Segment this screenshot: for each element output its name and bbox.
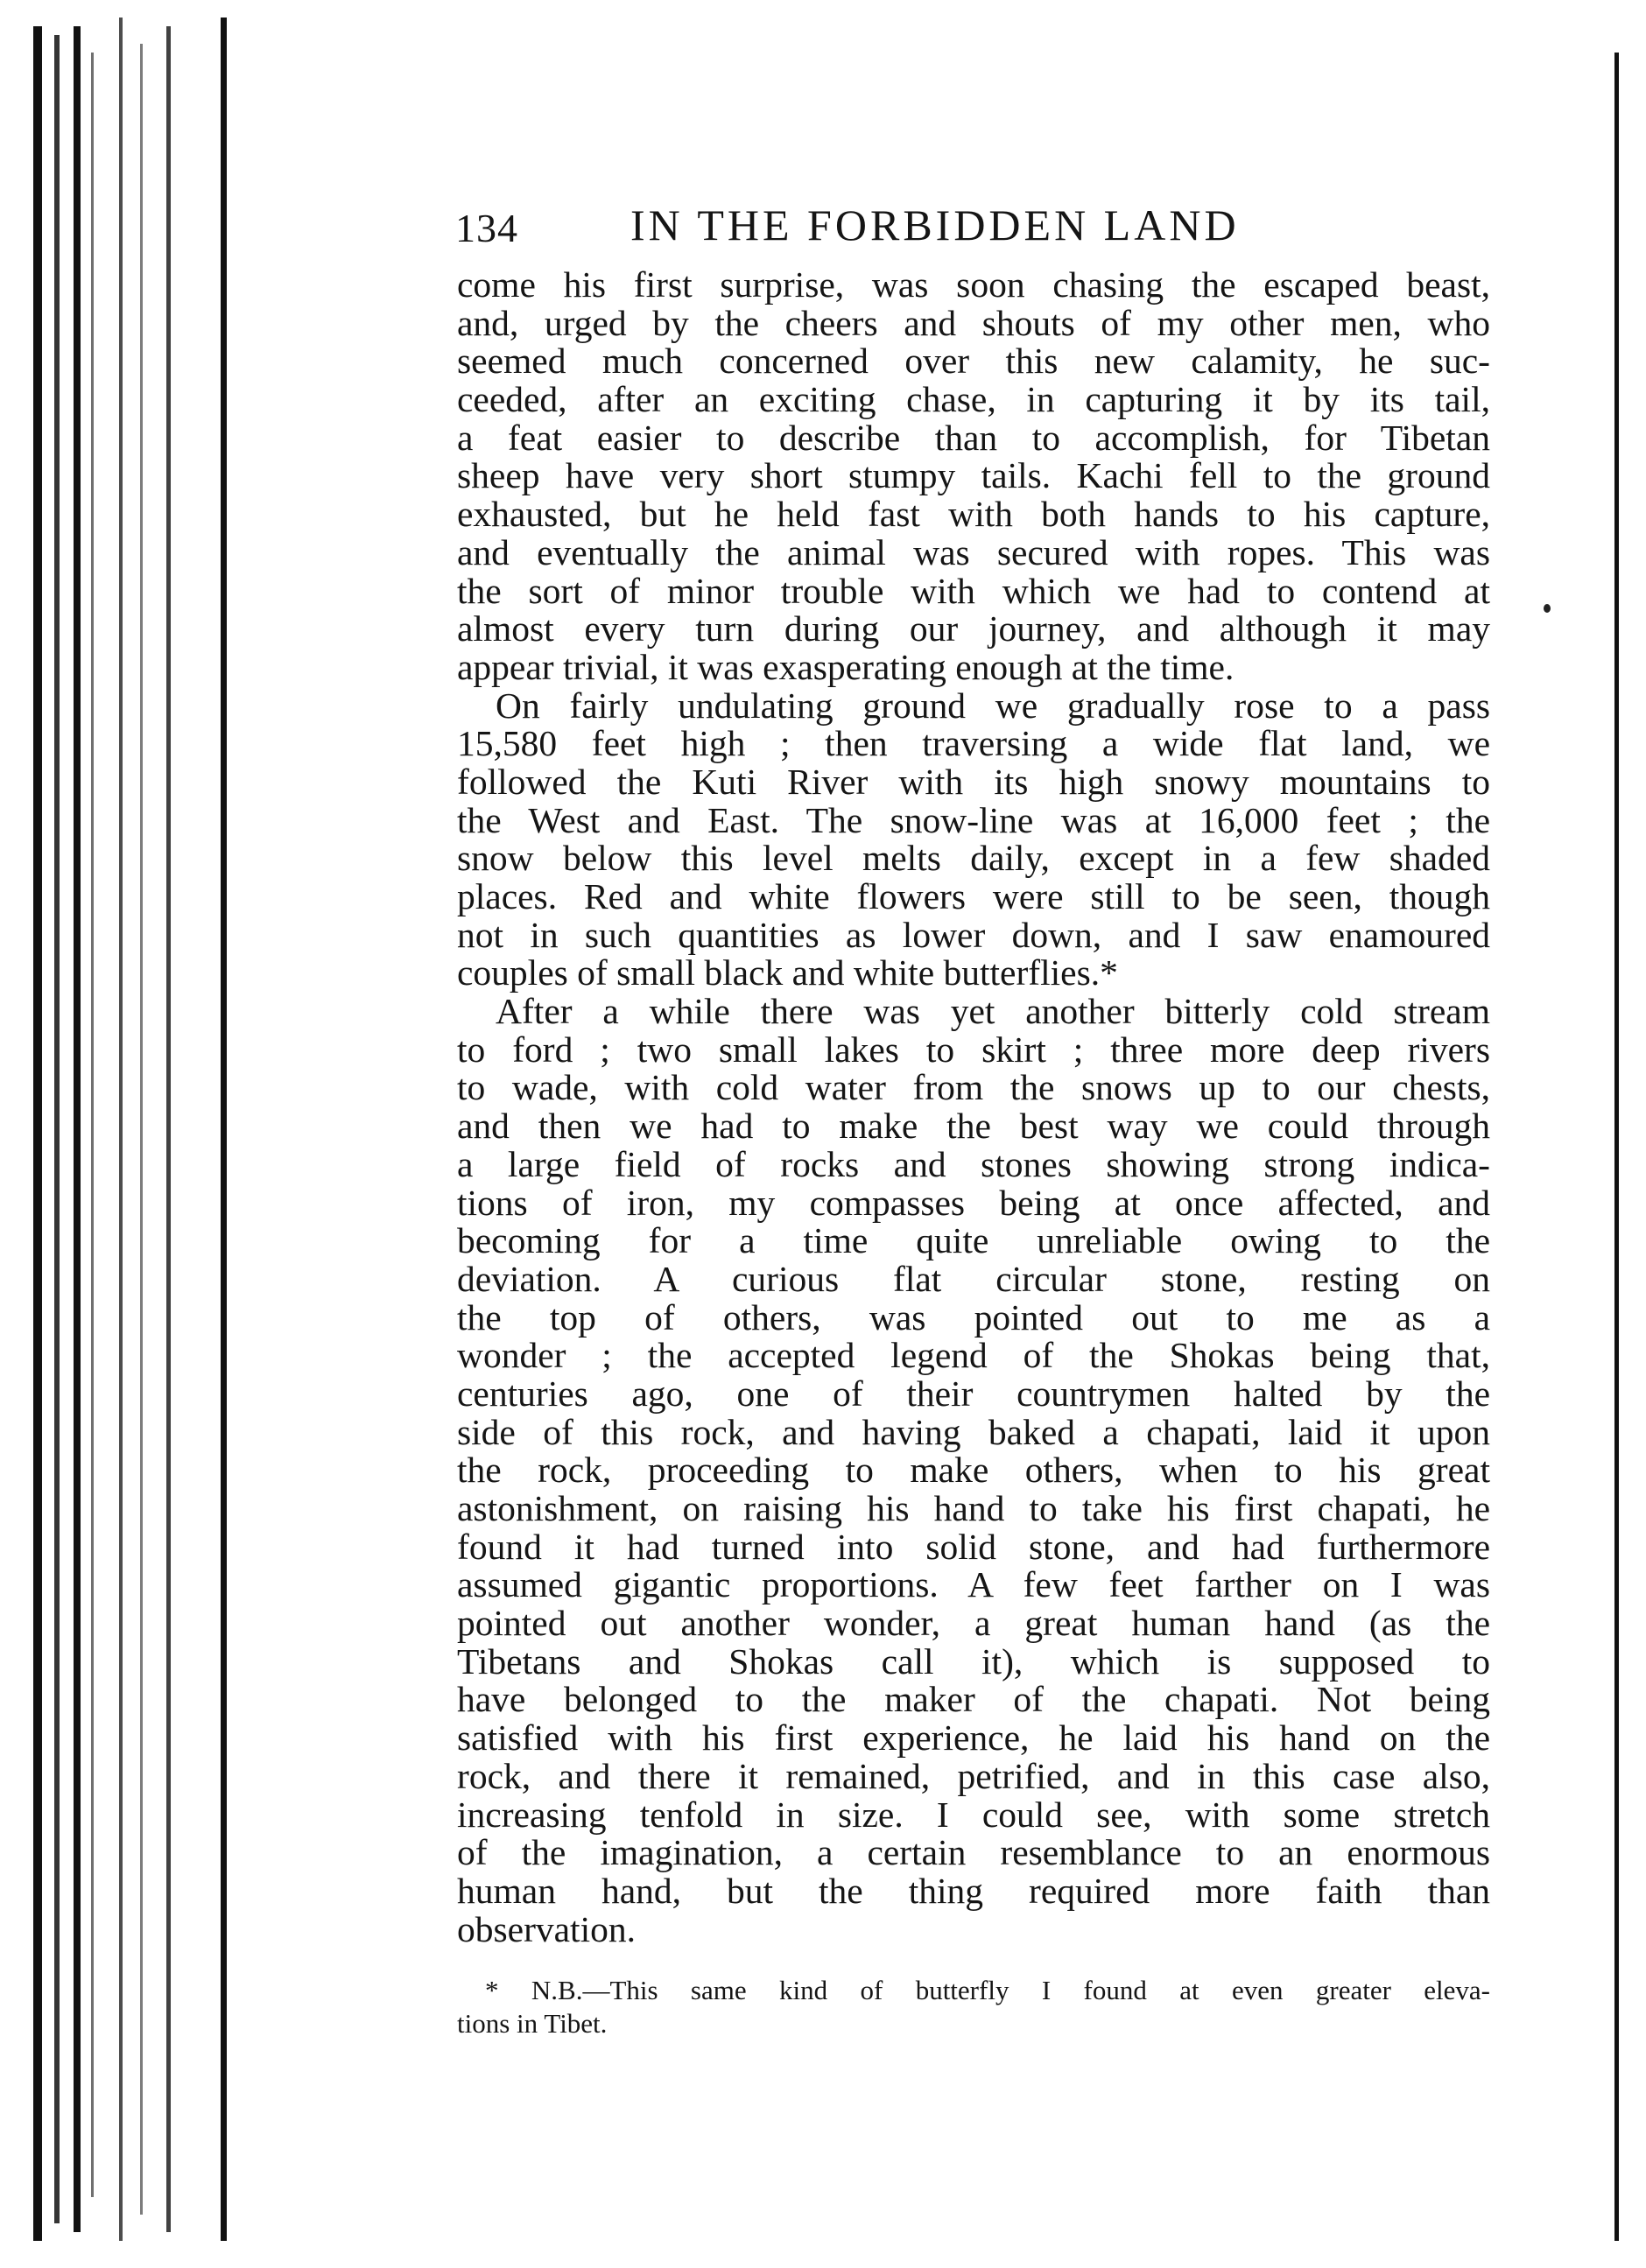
body-text-line: wonder ; the accepted legend of the Shokas being that, [457, 1335, 1490, 1376]
body-text-line: side of this rock, and having baked a chapati, laid it upon [457, 1411, 1490, 1452]
scan-edge-line [140, 44, 143, 2215]
body-text [457, 266, 1490, 1949]
body-text-line: have belonged to the maker of the chapati. Not being [457, 1679, 1490, 1720]
body-text-line: centuries ago, one of their countrymen halted by the [457, 1373, 1490, 1414]
body-text-line: Tibetans and Shokas call it), which is supposed to [457, 1640, 1490, 1682]
running-head: IN THE FORBIDDEN LAND [630, 200, 1240, 249]
scan-speck [1544, 604, 1551, 613]
body-text-line: After a while there was yet another bitterly cold stream [496, 991, 1490, 1032]
scan-edge-line [1614, 53, 1619, 2241]
body-text-line: snow below this level melts daily, except in a few shaded [457, 838, 1490, 879]
body-text-line: to ford ; two small lakes to skirt ; three more deep rivers [457, 1029, 1490, 1070]
body-text-line: followed the Kuti River with its high snowy mountains to [457, 761, 1490, 802]
body-text-line: the West and East. The snow-line was at 16,000 feet ; the [457, 799, 1490, 840]
body-text-line: almost every turn during our journey, and although it may [457, 608, 1490, 650]
body-text-line: satisfied with his first experience, he laid his hand on the [457, 1717, 1490, 1759]
body-text-line: ceeded, after an exciting chase, in capturing it by its tail, [457, 379, 1490, 420]
body-text-line: a large field of rocks and stones showing strong indica- [457, 1143, 1490, 1184]
body-text-line: of the imagination, a certain resemblance to an enormous [457, 1832, 1490, 1873]
scan-edge-line [54, 35, 60, 2223]
page-number: 134 [455, 206, 518, 250]
page-header [455, 200, 1331, 261]
body-text-line: appear trivial, it was exasperating enough at the time. [457, 646, 1234, 687]
body-text-line: come his first surprise, was soon chasing the escaped beast, [457, 264, 1490, 305]
body-text-line: assumed gigantic proportions. A few feet farther on I was [457, 1564, 1490, 1605]
footnote-line: tions in Tibet. [457, 2008, 608, 2039]
body-text-line: exhausted, but he held fast with both hands to his capture, [457, 494, 1490, 535]
scan-edge-line [74, 26, 81, 2232]
footnote-line: * N.B.—This same kind of butterfly I found at even greater eleva- [485, 1975, 1490, 2005]
body-text-line: places. Red and white flowers were still to be seen, though [457, 876, 1490, 916]
body-text-line: human hand, but the thing required more faith than [457, 1870, 1490, 1911]
body-text-line: found it had turned into solid stone, and had furthermore [457, 1526, 1490, 1567]
body-text-line: and then we had to make the best way we could through [457, 1106, 1490, 1147]
body-text-line: a feat easier to describe than to accomplish, for Tibetan [457, 417, 1490, 458]
footnote [457, 1974, 1490, 2040]
body-text-line: and, urged by the cheers and shouts of my other men, who [457, 302, 1490, 343]
body-text-line: observation. [457, 1908, 636, 1949]
body-text-line: 15,580 feet high ; then traversing a wide flat land, we [457, 723, 1490, 764]
scan-edge-line [166, 26, 171, 2232]
body-text-line: astonishment, on raising his hand to take his first chapati, he [457, 1488, 1490, 1528]
body-text-line: and eventually the animal was secured with ropes. This was [457, 531, 1490, 572]
body-text-line: tions of iron, my compasses being at once affected, and [457, 1182, 1490, 1223]
body-text-line: seemed much concerned over this new calamity, he suc- [457, 341, 1490, 382]
body-text-line: sheep have very short stumpy tails. Kachi fell to the ground [457, 455, 1490, 496]
body-text-line: the rock, proceeding to make others, when to his great [457, 1450, 1490, 1491]
body-text-line: couples of small black and white butterflies.* [457, 952, 1118, 994]
body-text-line: pointed out another wonder, a great human hand (as the [457, 1603, 1490, 1644]
scan-edge-line [33, 26, 42, 2241]
scan-edge-line [91, 53, 94, 2197]
body-text-line: the top of others, was pointed out to me as a [457, 1296, 1490, 1338]
body-text-line: the sort of minor trouble with which we had to contend at [457, 570, 1490, 611]
body-text-line: to wade, with cold water from the snows up to our chests, [457, 1067, 1490, 1108]
body-text-line: deviation. A curious flat circular stone, resting on [457, 1258, 1490, 1299]
body-text-line: rock, and there it remained, petrified, and in this case also, [457, 1755, 1490, 1796]
body-text-line: becoming for a time quite unreliable owing to the [457, 1220, 1490, 1261]
body-text-line: On fairly undulating ground we gradually rose to a pass [496, 685, 1490, 726]
body-text-line: increasing tenfold in size. I could see, with some stretch [457, 1794, 1490, 1835]
scan-edge-line [119, 18, 123, 2241]
body-text-line: not in such quantities as lower down, and I saw enamoured [457, 914, 1490, 955]
scan-edge-line [221, 18, 227, 2241]
